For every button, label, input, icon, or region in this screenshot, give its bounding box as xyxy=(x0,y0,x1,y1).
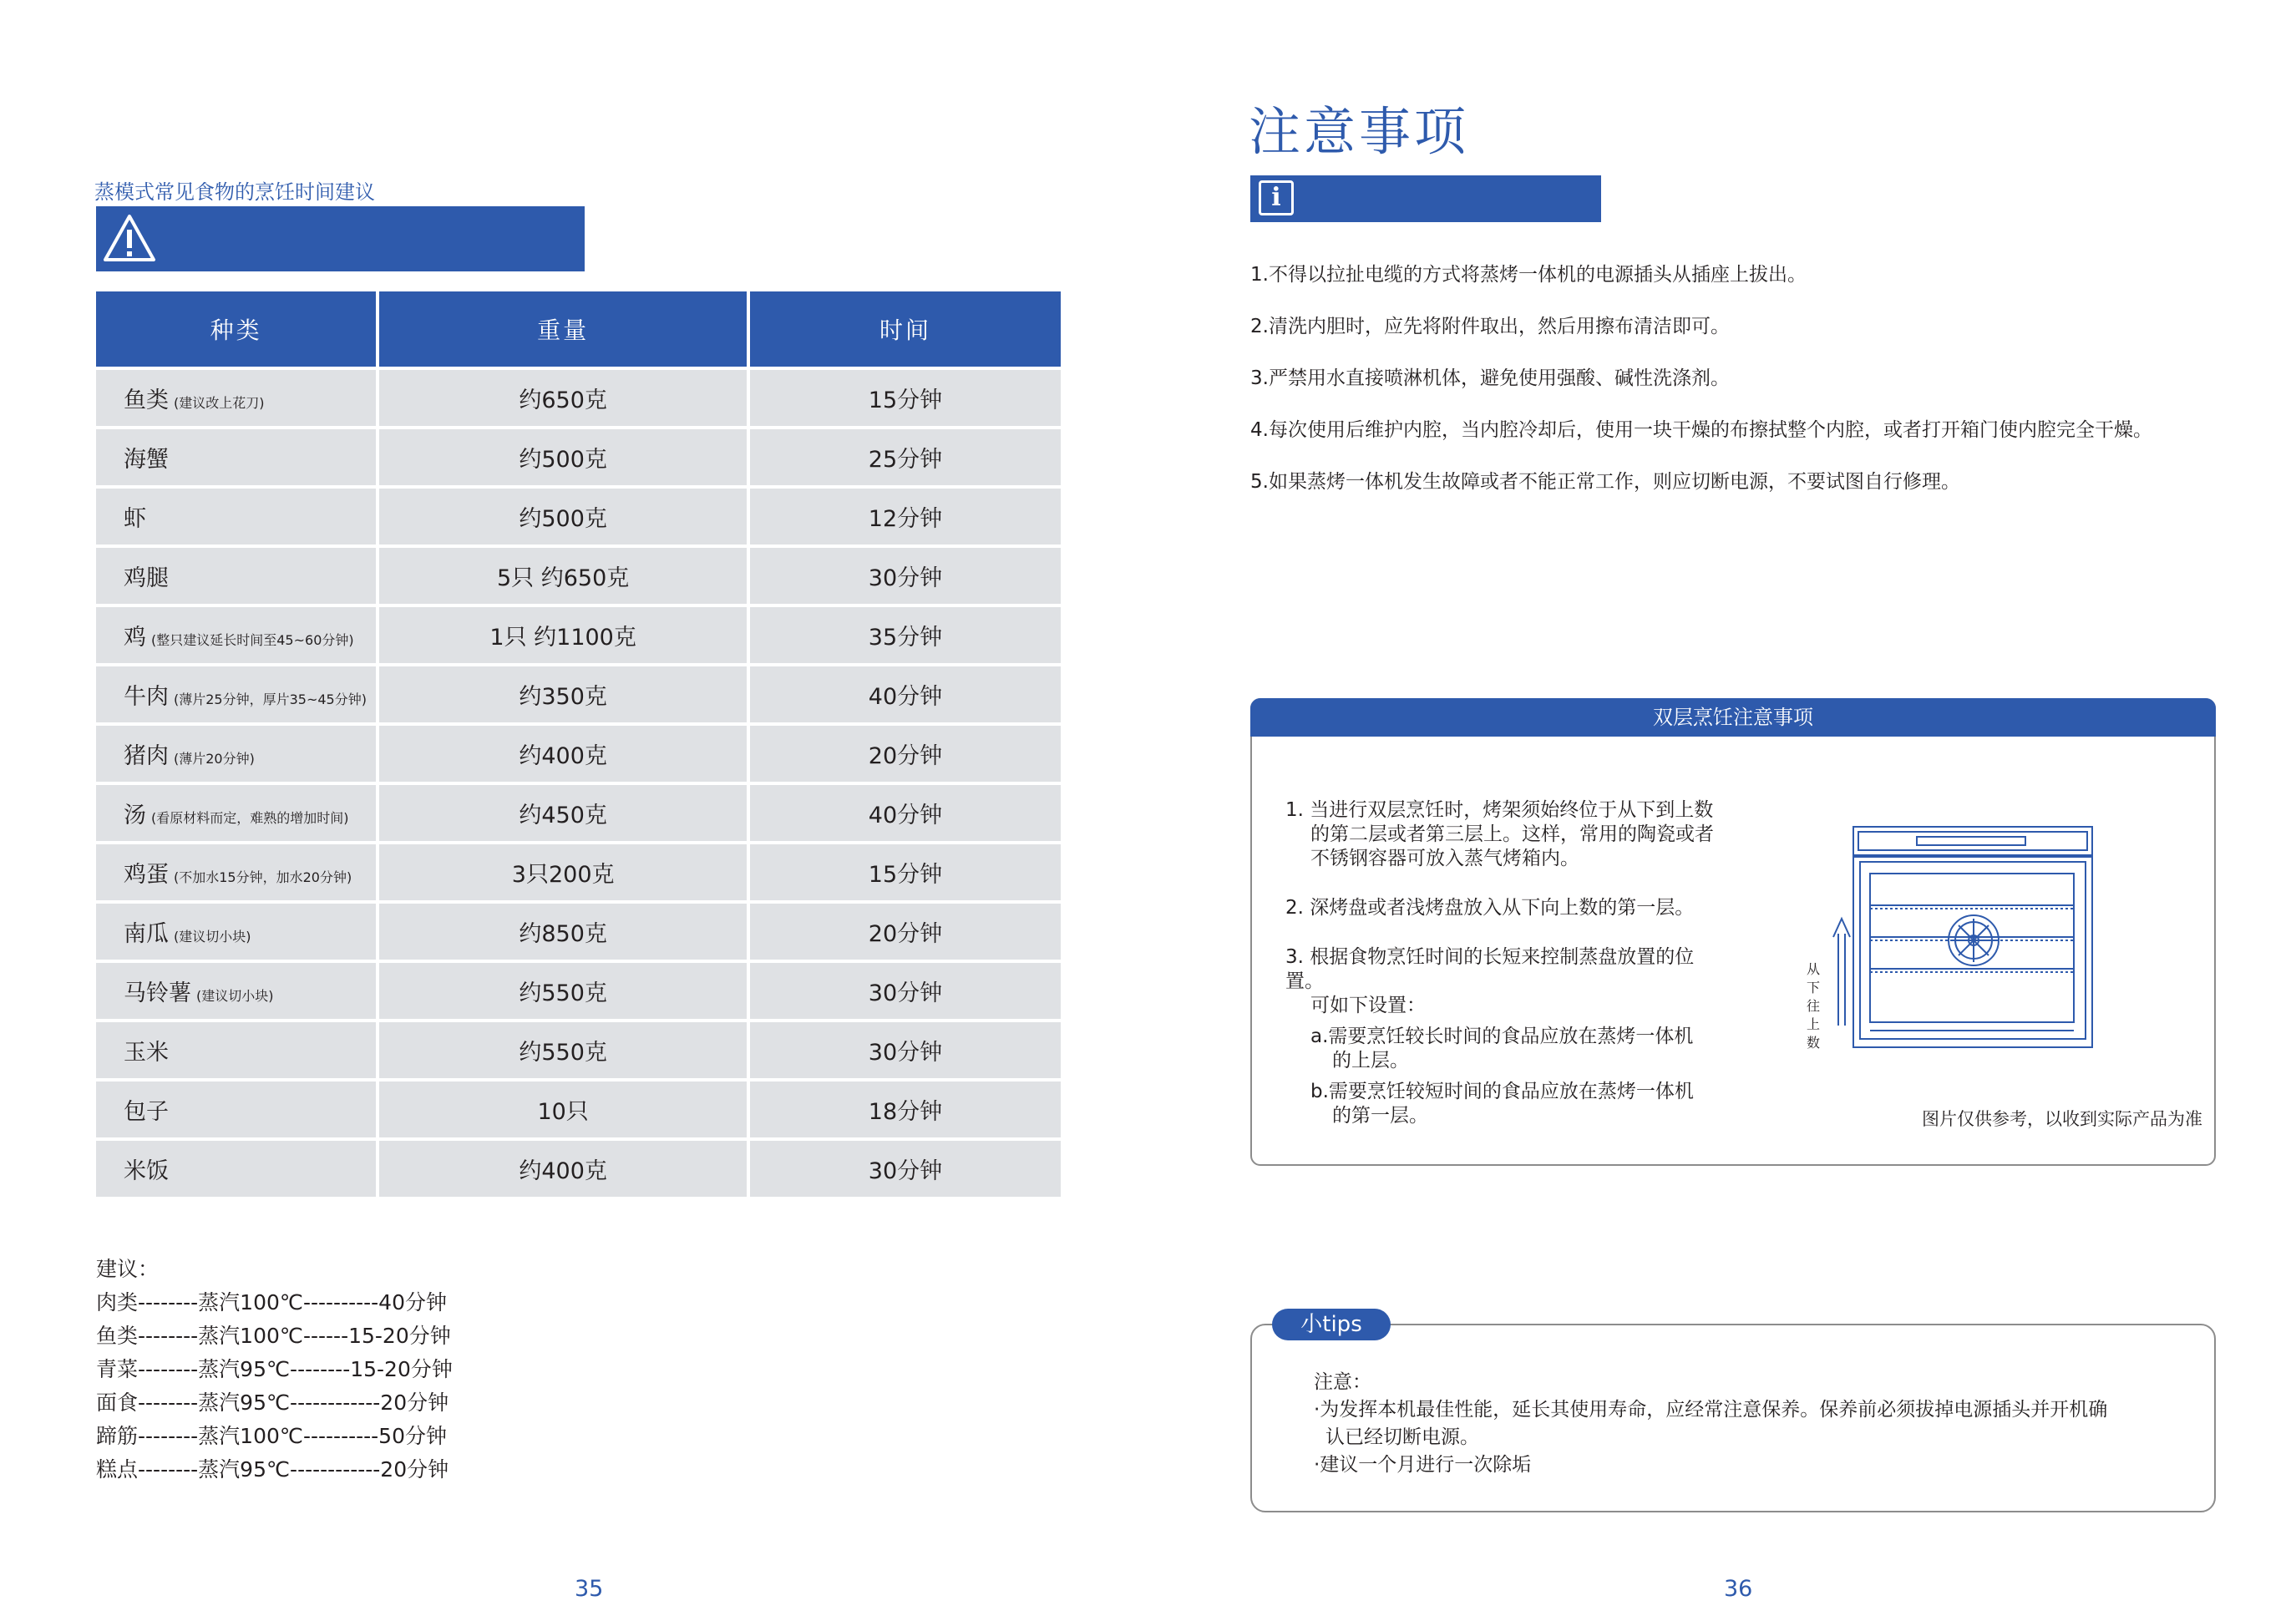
kind-label: 鸡 xyxy=(124,625,146,651)
cell-weight: 约450克 xyxy=(379,782,750,841)
cell-kind xyxy=(96,782,379,841)
cell-time: 25分钟 xyxy=(750,426,1061,485)
kind-label: 马铃薯 xyxy=(124,980,191,1006)
cell-time: 40分钟 xyxy=(750,782,1061,841)
cooking-time-table xyxy=(96,291,1061,1197)
table-row xyxy=(96,545,1061,604)
cell-time: 30分钟 xyxy=(750,545,1061,604)
advice-line: 面食--------蒸汽95℃------------20分钟 xyxy=(96,1391,449,1415)
dual-item-3a-line: 的上层。 xyxy=(1332,1050,1409,1071)
cell-weight: 约500克 xyxy=(379,485,750,545)
table-row xyxy=(96,1137,1061,1197)
page-title: 注意事项 xyxy=(1249,101,1470,162)
table-row xyxy=(96,841,1061,900)
table-row xyxy=(96,604,1061,663)
cell-kind xyxy=(96,722,379,782)
cell-weight: 10只 xyxy=(379,1078,750,1137)
cell-kind xyxy=(96,426,379,485)
warning-icon xyxy=(103,213,156,263)
cell-weight: 约500克 xyxy=(379,426,750,485)
cell-weight: 3只200克 xyxy=(379,841,750,900)
cell-weight: 约650克 xyxy=(379,367,750,426)
kind-label: 鸡腿 xyxy=(124,565,169,591)
dual-item-1-line: 的第二层或者第三层上。这样，常用的陶瓷或者 xyxy=(1310,823,1714,845)
cell-time: 20分钟 xyxy=(750,900,1061,960)
tips-label: 小tips xyxy=(1272,1309,1391,1340)
cell-weight: 约550克 xyxy=(379,960,750,1019)
cell-kind xyxy=(96,545,379,604)
dual-layer-list xyxy=(1285,798,1720,1128)
cell-kind xyxy=(96,1078,379,1137)
kind-note: (看原材料而定，难熟的增加时间) xyxy=(151,810,349,826)
cell-time: 30分钟 xyxy=(750,960,1061,1019)
advice-block xyxy=(96,1253,453,1487)
advice-line: 肉类--------蒸汽100℃----------40分钟 xyxy=(96,1290,447,1315)
kind-label: 汤 xyxy=(124,803,146,828)
cell-kind xyxy=(96,1137,379,1197)
info-icon: i xyxy=(1259,180,1294,215)
cell-time: 35分钟 xyxy=(750,604,1061,663)
cell-kind xyxy=(96,367,379,426)
dual-layer-title: 双层烹饪注意事项 xyxy=(1250,698,2216,737)
page-number-left: 35 xyxy=(575,1576,604,1602)
advice-line: 蹄筋--------蒸汽100℃----------50分钟 xyxy=(96,1424,447,1448)
table-row xyxy=(96,426,1061,485)
kind-label: 猪肉 xyxy=(124,743,169,769)
cell-time: 15分钟 xyxy=(750,367,1061,426)
kind-label: 海蟹 xyxy=(124,447,169,473)
kind-label: 包子 xyxy=(124,1099,169,1125)
dual-item-3-line: 可如下设置： xyxy=(1310,995,1426,1016)
table-row xyxy=(96,1078,1061,1137)
cell-weight: 5只 约650克 xyxy=(379,545,750,604)
kind-label: 虾 xyxy=(124,506,146,532)
tips-line: ·建议一个月进行一次除垢 xyxy=(1314,1454,1532,1476)
page-number-right: 36 xyxy=(1724,1576,1753,1602)
header-kind: 种类 xyxy=(96,291,379,367)
table-row xyxy=(96,663,1061,722)
cell-time: 15分钟 xyxy=(750,841,1061,900)
kind-label: 牛肉 xyxy=(124,684,169,710)
dual-item-3a-line: a.需要烹饪较长时间的食品应放在蒸烤一体机 xyxy=(1310,1026,1694,1047)
dual-item-3-line: 3. 根据食物烹饪时间的长短来控制蒸盘放置的位置。 xyxy=(1285,946,1695,992)
table-row xyxy=(96,485,1061,545)
notice-item: 5.如果蒸烤一体机发生故障或者不能正常工作，则应切断电源，不要试图自行修理。 xyxy=(1250,471,1960,493)
table-row xyxy=(96,782,1061,841)
kind-label: 鸡蛋 xyxy=(124,862,169,888)
cell-time: 20分钟 xyxy=(750,722,1061,782)
kind-label: 鱼类 xyxy=(124,388,169,413)
dual-item-3b-line: 的第一层。 xyxy=(1332,1105,1428,1127)
header-weight: 重量 xyxy=(379,291,750,367)
notice-item: 1.不得以拉扯电缆的方式将蒸烤一体机的电源插头从插座上拔出。 xyxy=(1250,264,1807,286)
notice-item: 3.严禁用水直接喷淋机体，避免使用强酸、碱性洗涤剂。 xyxy=(1250,367,1730,389)
cell-kind xyxy=(96,663,379,722)
info-banner xyxy=(1250,175,1601,222)
tips-line: 认已经切断电源。 xyxy=(1325,1426,1479,1448)
cell-kind xyxy=(96,960,379,1019)
cell-time: 12分钟 xyxy=(750,485,1061,545)
tips-body xyxy=(1314,1369,2107,1479)
notice-item: 4.每次使用后维护内腔，当内腔冷却后，使用一块干燥的布擦拭整个内腔，或者打开箱门使内腔完全干燥。 xyxy=(1250,419,2152,441)
kind-note: (薄片25分钟，厚片35~45分钟) xyxy=(174,691,367,707)
warning-banner xyxy=(96,206,585,271)
cell-weight: 1只 约1100克 xyxy=(379,604,750,663)
cell-weight: 约400克 xyxy=(379,1137,750,1197)
kind-note: (建议改上花刀) xyxy=(174,395,265,411)
dual-item-1-line: 不锈钢容器可放入蒸气烤箱内。 xyxy=(1310,848,1579,869)
notice-list xyxy=(1250,259,2152,518)
advice-line: 鱼类--------蒸汽100℃------15-20分钟 xyxy=(96,1324,451,1348)
cell-time: 30分钟 xyxy=(750,1137,1061,1197)
advice-line: 糕点--------蒸汽95℃------------20分钟 xyxy=(96,1457,449,1482)
header-time: 时间 xyxy=(750,291,1061,367)
cell-kind xyxy=(96,841,379,900)
kind-label: 玉米 xyxy=(124,1040,169,1066)
cell-weight: 约850克 xyxy=(379,900,750,960)
kind-note: (整只建议延长时间至45~60分钟) xyxy=(151,632,354,648)
dual-item-1-line: 1. 当进行双层烹饪时，烤架须始终位于从下到上数 xyxy=(1285,799,1714,821)
table-row xyxy=(96,960,1061,1019)
arrow-label: 从 下 往 上 数 xyxy=(1807,961,1821,1051)
tips-line: ·为发挥本机最佳性能，延长其使用寿命，应经常注意保养。保养前必须拔掉电源插头并开机确 xyxy=(1314,1399,2108,1421)
table-row xyxy=(96,367,1061,426)
kind-note: (薄片20分钟) xyxy=(174,751,255,767)
kind-label: 南瓜 xyxy=(124,921,169,947)
tips-box xyxy=(1250,1312,2216,1512)
table-row xyxy=(96,1019,1061,1078)
notice-item: 2.清洗内胆时，应先将附件取出，然后用擦布清洁即可。 xyxy=(1250,316,1730,337)
tips-heading: 注意： xyxy=(1314,1371,1371,1393)
advice-line: 青菜--------蒸汽95℃--------15-20分钟 xyxy=(96,1357,453,1381)
advice-title: 建议： xyxy=(96,1257,160,1281)
figure-caption: 图片仅供参考，以收到实际产品为准 xyxy=(1922,1109,2202,1129)
dual-layer-box xyxy=(1250,698,2216,1166)
kind-label: 米饭 xyxy=(124,1158,169,1184)
table-row xyxy=(96,900,1061,960)
kind-note: (建议切小块) xyxy=(196,988,274,1004)
kind-note: (建议切小块) xyxy=(174,929,251,945)
kind-note: (不加水15分钟，加水20分钟) xyxy=(174,869,352,885)
cell-kind xyxy=(96,900,379,960)
dual-item-2: 2. 深烤盘或者浅烤盘放入从下向上数的第一层。 xyxy=(1285,897,1695,919)
table-row xyxy=(96,722,1061,782)
cell-time: 18分钟 xyxy=(750,1078,1061,1137)
cell-time: 40分钟 xyxy=(750,663,1061,722)
cell-kind xyxy=(96,485,379,545)
table-caption: 蒸模式常见食物的烹饪时间建议 xyxy=(94,180,375,204)
oven-diagram xyxy=(1810,825,2094,1052)
cell-kind xyxy=(96,604,379,663)
dual-item-3b-line: b.需要烹饪较短时间的食品应放在蒸烤一体机 xyxy=(1310,1081,1694,1102)
cell-weight: 约550克 xyxy=(379,1019,750,1078)
cell-weight: 约350克 xyxy=(379,663,750,722)
up-arrow-icon xyxy=(1833,919,1850,1026)
cell-time: 30分钟 xyxy=(750,1019,1061,1078)
cell-kind xyxy=(96,1019,379,1078)
cell-weight: 约400克 xyxy=(379,722,750,782)
